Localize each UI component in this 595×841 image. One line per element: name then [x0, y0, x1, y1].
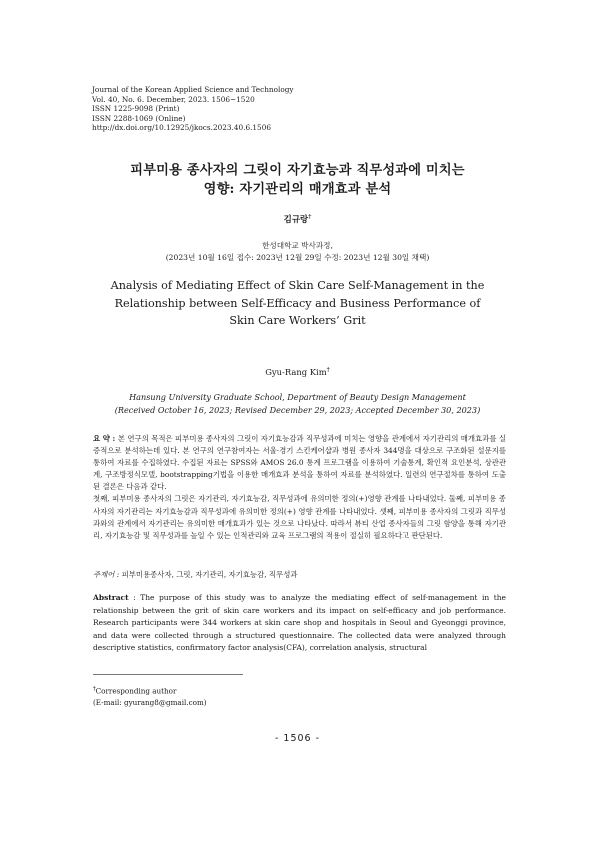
korean-abstract-paragraph-2: 첫째, 피부미용 종사자의 그릿은 자기관리, 자기효능감, 직무성과에 유의미한 정의(+)영향 관계를 나타내었다. 둘째, 피부미용 종사자의 자기관리는 자기효능감과 직무성과에 유의미한 정의(+) 영향 관계를 나타내었다. 셋째, 피부미용 종사자의 그릿과 직무성과와의 관계에서 자기관리는 유의미한 매개효과가 있는 것으로 나타났다. 따라서 뷰티 산업 종사자들의 그릿 함양을 통해 자기관리, 자기효능감 및 직무성과를 높일 수 있는 인적관리와 교육 프로그램의 적용이 절실히 필요하다고 판단된다. [93, 494, 506, 540]
korean-title-line-2: 영향: 자기관리의 매개효과 분석 [203, 182, 392, 197]
korean-title-line-1: 피부미용 종사자의 그릿이 자기효능과 직무성과에 미치는 [130, 163, 465, 178]
journal-volume: Vol. 40, No. 6. December, 2023. 1506~1520 [92, 94, 255, 104]
footnote-line-1 [93, 683, 207, 697]
keywords-text: 피부미용종사자, 그릿, 자기관리, 자기효능감, 직무성과 [121, 570, 298, 579]
english-author [0, 366, 595, 377]
korean-dates: (2023년 10월 16일 접수: 2023년 12월 29일 수정: 2023년 12월 30일 채택) [165, 253, 430, 262]
footnote-mark: † [93, 686, 96, 692]
footnote-divider [93, 674, 243, 675]
english-title [0, 277, 595, 330]
footnote-email: (E-mail: gyurang8@gmail.com) [93, 698, 207, 708]
journal-header [92, 85, 294, 133]
english-dates: (Received October 16, 2023; Revised December 29, 2023; Accepted December 30, 2023) [114, 404, 481, 415]
korean-abstract [93, 433, 506, 542]
english-abstract-text: : The purpose of this study was to analyze the mediating effect of self-management in the relationship between the grit of skin care workers and its impact on self-efficacy and job performance. Research participants were 344 workers at skin care shop and hospitals in Seoul and Gyeonggi province, and data were collected through a structured questionnaire. The collected data were analyzed through descriptive statistics, confirmatory factor analysis(CFA), correlation analysis, structural [93, 593, 506, 653]
korean-keywords [93, 569, 297, 580]
korean-title [0, 161, 595, 199]
korean-abstract-text-1: 본 연구의 목적은 피부미용 종사자의 그릿이 자기효능감과 직무성과에 미치는 영향을 관계에서 자기관리의 매개효과를 실증적으로 분석하는데 있다. 본 연구의 연구참여자는 서울·경기 스킨케어샵과 병원 종사자 344명을 대상으로 구조화된 설문지를 통하여 자료를 수집하였다. 수집된 자료는 SPSS와 AMOS 26.0 통계 프로그램을 이용하여 기술통계, 확인적 요인분석, 상관관계, 구조방정식모델, bootstrapping기법을 이용한 매개효과 분석을 통하여 자료를 분석하였다. 일련의 연구절차를 통하여 도출된 결론은 다음과 같다. [93, 434, 506, 492]
english-title-line-2: Relationship between Self-Efficacy and Business Performance of [114, 296, 481, 310]
english-affiliation-block [0, 391, 595, 416]
korean-abstract-paragraph-1 [93, 433, 506, 493]
korean-affiliation: 한성대학교 박사과정, [262, 241, 333, 250]
english-title-line-3: Skin Care Workers’ Grit [229, 314, 366, 327]
english-author-mark: † [326, 366, 330, 373]
korean-abstract-label: 요 약 : [93, 434, 118, 443]
korean-affiliation-block [0, 240, 595, 264]
english-title-line-1: Analysis of Mediating Effect of Skin Care Self-Management in the [110, 279, 485, 292]
english-affiliation: Hansung University Graduate School, Department of Beauty Design Management [129, 392, 466, 402]
journal-issn-print: ISSN 1225-9098 (Print) [92, 104, 180, 114]
journal-name: Journal of the Korean Applied Science and Technology [92, 85, 294, 94]
korean-author [0, 213, 595, 225]
korean-author-mark: † [308, 213, 312, 221]
journal-issn-online: ISSN 2288-1069 (Online) [92, 113, 186, 123]
korean-author-name: 김규랑 [283, 215, 309, 225]
journal-doi[interactable]: http://dx.doi.org/10.12925/jkocs.2023.40.6.1506 [92, 123, 271, 133]
page-number: - 1506 - [274, 733, 321, 744]
english-abstract-label: Abstract [93, 593, 129, 602]
english-abstract [93, 592, 506, 655]
footnote-corresponding: Corresponding author [95, 686, 177, 696]
footnote [93, 683, 207, 709]
keywords-label: 주제어 : [93, 570, 122, 579]
english-author-name: Gyu-Rang Kim [265, 366, 327, 377]
